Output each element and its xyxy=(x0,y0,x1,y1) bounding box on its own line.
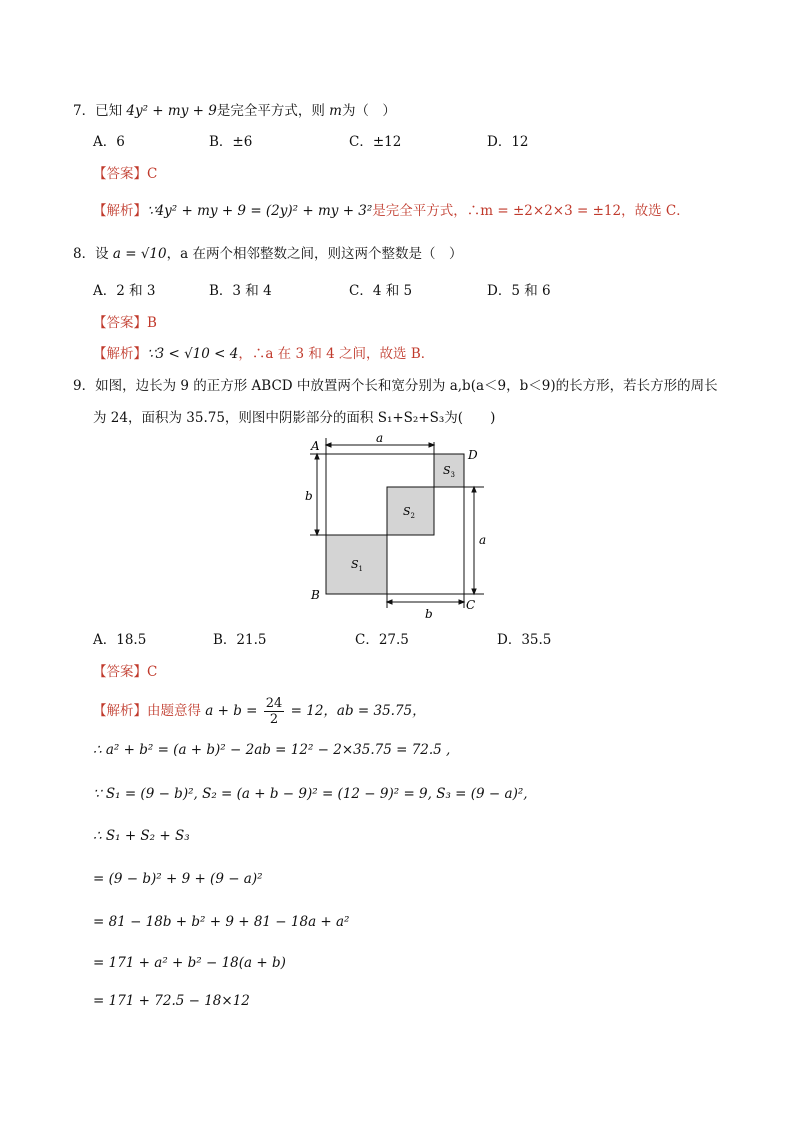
q9-step-5: = 81 − 18b + b² + 9 + 81 − 18a + a² xyxy=(93,914,350,930)
q9-step-1: ∴ a² + b² = (a + b)² − 2ab = 12² − 2×35.75 = 72.5 , xyxy=(93,742,451,758)
q7-answer: 【答案】C xyxy=(93,166,158,182)
q8-option-b: B．3 和 4 xyxy=(209,283,272,299)
q8-stem: 8．设 a = √10，a 在两个相邻整数之间，则这两个整数是（ ） xyxy=(73,246,463,262)
label-c-vertex: C xyxy=(466,598,476,612)
label-a-top: a xyxy=(376,432,384,445)
label-b-left: b xyxy=(305,489,313,503)
label-b-vertex: B xyxy=(311,588,320,602)
label-s3: $S_3$ xyxy=(443,464,456,479)
q9-step-6: = 171 + a² + b² − 18(a + b) xyxy=(93,955,286,971)
q8-option-a: A．2 和 3 xyxy=(93,283,156,299)
label-d-vertex: D xyxy=(468,448,478,462)
q9-step-2: ∵ S₁ = (9 − b)², S₂ = (a + b − 9)² = (12 − 9)² = 9, S₃ = (9 − a)², xyxy=(93,786,528,802)
q8-answer: 【答案】B xyxy=(93,315,157,331)
square-abcd-figure xyxy=(300,432,500,628)
q9-stem-line2: 为 24，面积为 35.75，则图中阴影部分的面积 S₁+S₂+S₃为( ) xyxy=(93,410,496,426)
q7-option-c: C．±12 xyxy=(349,134,402,150)
dimension-b-left xyxy=(315,454,319,535)
q9-stem-line1: 9．如图，边长为 9 的正方形 ABCD 中放置两个长和宽分别为 a,b(a＜9，b＜9)的长方形，若长方形的周长 xyxy=(73,378,718,394)
label-s2: $S_2$ xyxy=(403,505,416,520)
q9-analysis: 【解析】由题意得 a + b = $\frac{24}{2}$ = 12，ab = 35.75， xyxy=(93,696,426,727)
q8-option-c: C．4 和 5 xyxy=(349,283,413,299)
label-b-bottom: b xyxy=(425,607,433,621)
q9-option-b: B．21.5 xyxy=(213,632,267,648)
dimension-b-bottom xyxy=(387,600,464,604)
q8-option-d: D．5 和 6 xyxy=(487,283,551,299)
q7-stem: 7．已知 4y² + my + 9是完全平方式，则 m为（ ） xyxy=(73,103,396,119)
q7-option-a: A．6 xyxy=(93,134,125,150)
label-a-vertex: A xyxy=(311,439,320,453)
q8-analysis: 【解析】∵3 < √10 < 4，∴a 在 3 和 4 之间，故选 B． xyxy=(93,346,435,362)
q7-option-d: D．12 xyxy=(487,134,529,150)
q9-option-c: C．27.5 xyxy=(355,632,409,648)
q9-option-d: D．35.5 xyxy=(497,632,552,648)
q7-analysis: 【解析】∵4y² + my + 9 = (2y)² + my + 3²是完全平方式，∴m = ±2×2×3 = ±12，故选 C． xyxy=(93,203,690,219)
dimension-a-right xyxy=(472,487,476,594)
label-a-right: a xyxy=(479,533,487,547)
q9-step-7: = 171 + 72.5 − 18×12 xyxy=(93,993,250,1009)
q7-option-b: B．±6 xyxy=(209,134,253,150)
q9-answer: 【答案】C xyxy=(93,664,158,680)
q9-option-a: A．18.5 xyxy=(93,632,147,648)
q9-step-4: = (9 − b)² + 9 + (9 − a)² xyxy=(93,871,263,887)
label-s1: $S_1$ xyxy=(351,558,364,573)
q9-step-3: ∴ S₁ + S₂ + S₃ xyxy=(93,828,190,844)
fraction: $\frac{24}{2}$ xyxy=(265,696,283,727)
